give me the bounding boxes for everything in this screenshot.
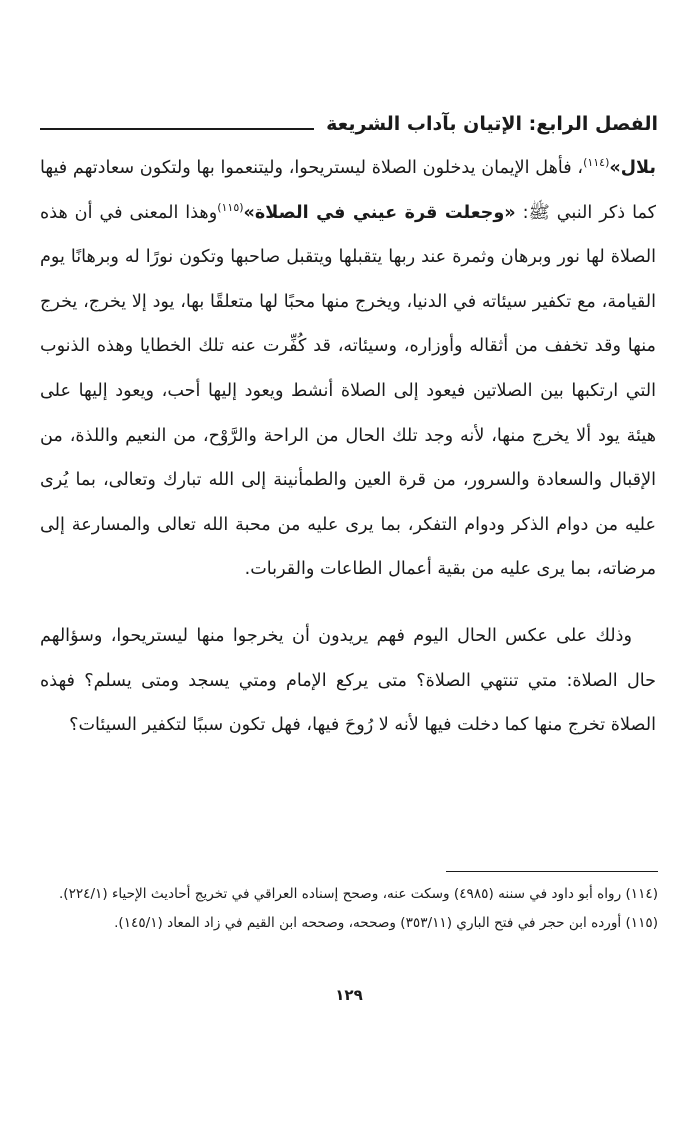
text-segment: ، فأهل الإيمان يدخلون الصلاة ليستريحوا، وليتنعموا بها ولتكون سعادتهم فيها كما ذكر النبي ﷺ: — [40, 158, 657, 223]
text-segment: وهذا المعنى في أن هذه الصلاة لها نور وبرهان وثمرة عند ربها يتقبلها ويتقبل صاحبها وتكون نورًا له وبرهانًا يوم القيامة، مع تكفير سيئاته في الدنيا، ويخرج منها محبًا لها متعلقًا بها، يود إلا يخرج، يخرج منها وقد تخفف من أثقاله وأوزاره، وسيئاته، قد كُفِّرت عنه تلك الخطايا وهذه الذنوب التي ارتكبها بين الصلاتين فيعود إلى الصلاة أنشط ويعود إليها أحب، ويعود إليها على هيئة يود ألا يخرج منها، لأنه وجد تلك الحال من الراحة والرَّوْح، من النعيم واللذة، من الإقبال والسعادة والسرور، من قرة العين والطمأنينة إلى الله تبارك وتعالى، بما يُرى عليه من دوام الذكر ودوام التفكر، بما يرى عليه من محبة الله تعالى والمسارعة إلى مرضاته، بما يرى عليه من بقية أعمال الطاعات والقربات. — [40, 202, 656, 580]
body-text — [40, 146, 656, 748]
footnote-ref-114: (١١٤) — [583, 156, 610, 170]
footnotes — [40, 880, 658, 938]
page-number: ١٢٩ — [335, 986, 363, 1004]
footnote-114: (١١٤) رواه أبو داود في سننه (٤٩٨٥) وسكت عنه، وصحح إسناده العراقي في تخريج أحاديث الإحياء (٢٢٤/١). — [58, 886, 658, 902]
footnote-ref-115: (١١٥) — [217, 200, 244, 214]
chapter-title: الفصل الرابع: الإتيان بآداب الشريعة — [326, 113, 658, 135]
footnote-divider — [446, 871, 658, 872]
text-segment: بلال» — [609, 158, 656, 178]
paragraph-2: وذلك على عكس الحال اليوم فهم يريدون أن يخرجوا منها ليستريحوا، وسؤالهم حال الصلاة: متي تنتهي الصلاة؟ متى يركع الإمام ومتي يسجد ومتى يسلم؟ فهذه الصلاة تخرج منها كما دخلت فيها لأنه لا رُوحَ فيها، فهل تكون سببًا لتكفير السيئات؟ — [40, 625, 656, 736]
header-rule — [40, 128, 314, 130]
paragraph-1 — [40, 146, 656, 592]
running-header — [40, 108, 658, 140]
footnote-115: (١١٥) أورده ابن حجر في فتح الباري (٣٥٣/١١) وصححه، وصححه ابن القيم في زاد المعاد (١٤٥/١). — [114, 915, 658, 931]
hadith-quote: «وجعلت قرة عيني في الصلاة» — [243, 202, 516, 223]
